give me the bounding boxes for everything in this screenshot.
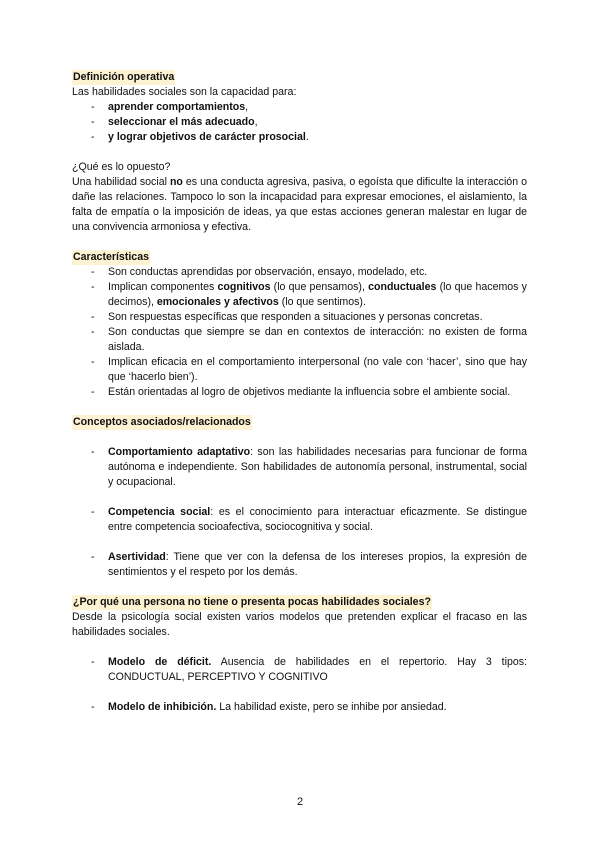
heading-caracteristicas: Características xyxy=(73,251,149,263)
list-item: - Asertividad: Tiene que ver con la defensa de los intereses propios, la expresión de sentimientos y el respeto por los demás. xyxy=(72,550,527,580)
definicion-list xyxy=(72,100,527,145)
list-item: - Son conductas aprendidas por observación, ensayo, modelado, etc. xyxy=(72,265,527,280)
list-item: - seleccionar el más adecuado, xyxy=(72,115,527,130)
definicion-intro: Las habilidades sociales son la capacidad para: xyxy=(72,86,297,98)
list-item: - Modelo de déficit. Ausencia de habilidades en el repertorio. Hay 3 tipos: CONDUCTUAL, PERCEPTIVO Y COGNITIVO xyxy=(72,655,527,685)
page-number: 2 xyxy=(296,796,304,808)
heading-por-que: ¿Por qué una persona no tiene o presenta pocas habilidades sociales? xyxy=(73,596,431,608)
heading-conceptos: Conceptos asociados/relacionados xyxy=(73,416,251,428)
list-item: - Competencia social: es el conocimiento para interactuar eficazmente. Se distingue entre competencia socioafectiva, sociocognitiva y social. xyxy=(72,505,527,535)
conceptos-list xyxy=(72,445,527,580)
porque-intro: Desde la psicología social existen varios modelos que pretenden explicar el fracaso en las habilidades sociales. xyxy=(72,611,527,638)
list-item: - Implican componentes cognitivos (lo que pensamos), conductuales (lo que hacemos y decimos), emocionales y afectivos (lo que sentimos). xyxy=(72,280,527,310)
list-item: - y lograr objetivos de carácter prosocial. xyxy=(72,130,527,145)
opuesto-paragraph: Una habilidad social no es una conducta agresiva, pasiva, o egoísta que dificulte la interacción o dañe las relaciones. Tampoco lo son la incapacidad para expresar emociones, el aislamiento, la falta de empatía o la imposición de ideas, ya que estas acciones generan malestar en lugar de una convivencia armoniosa y efectiva. xyxy=(72,176,527,233)
caracteristicas-list xyxy=(72,265,527,400)
list-item: - Implican eficacia en el comportamiento interpersonal (no vale con ‘hacer’, sino que hay que ‘hacerlo bien’). xyxy=(72,355,527,385)
list-item: - Comportamiento adaptativo: son las habilidades necesarias para funcionar de forma autónoma e independiente. Son habilidades de autonomía personal, instrumental, social y ocupacional. xyxy=(72,445,527,490)
list-item: - Son conductas que siempre se dan en contextos de interacción: no existen de forma aislada. xyxy=(72,325,527,355)
list-item: - Son respuestas específicas que responden a situaciones y personas concretas. xyxy=(72,310,527,325)
opuesto-question: ¿Qué es lo opuesto? xyxy=(72,161,171,173)
document-page xyxy=(72,70,527,715)
porque-list xyxy=(72,655,527,715)
list-item: - aprender comportamientos, xyxy=(72,100,527,115)
list-item: - Están orientadas al logro de objetivos mediante la influencia sobre el ambiente social. xyxy=(72,385,527,400)
list-item: - Modelo de inhibición. La habilidad existe, pero se inhibe por ansiedad. xyxy=(72,700,527,715)
heading-definicion-operativa: Definición operativa xyxy=(73,71,175,83)
